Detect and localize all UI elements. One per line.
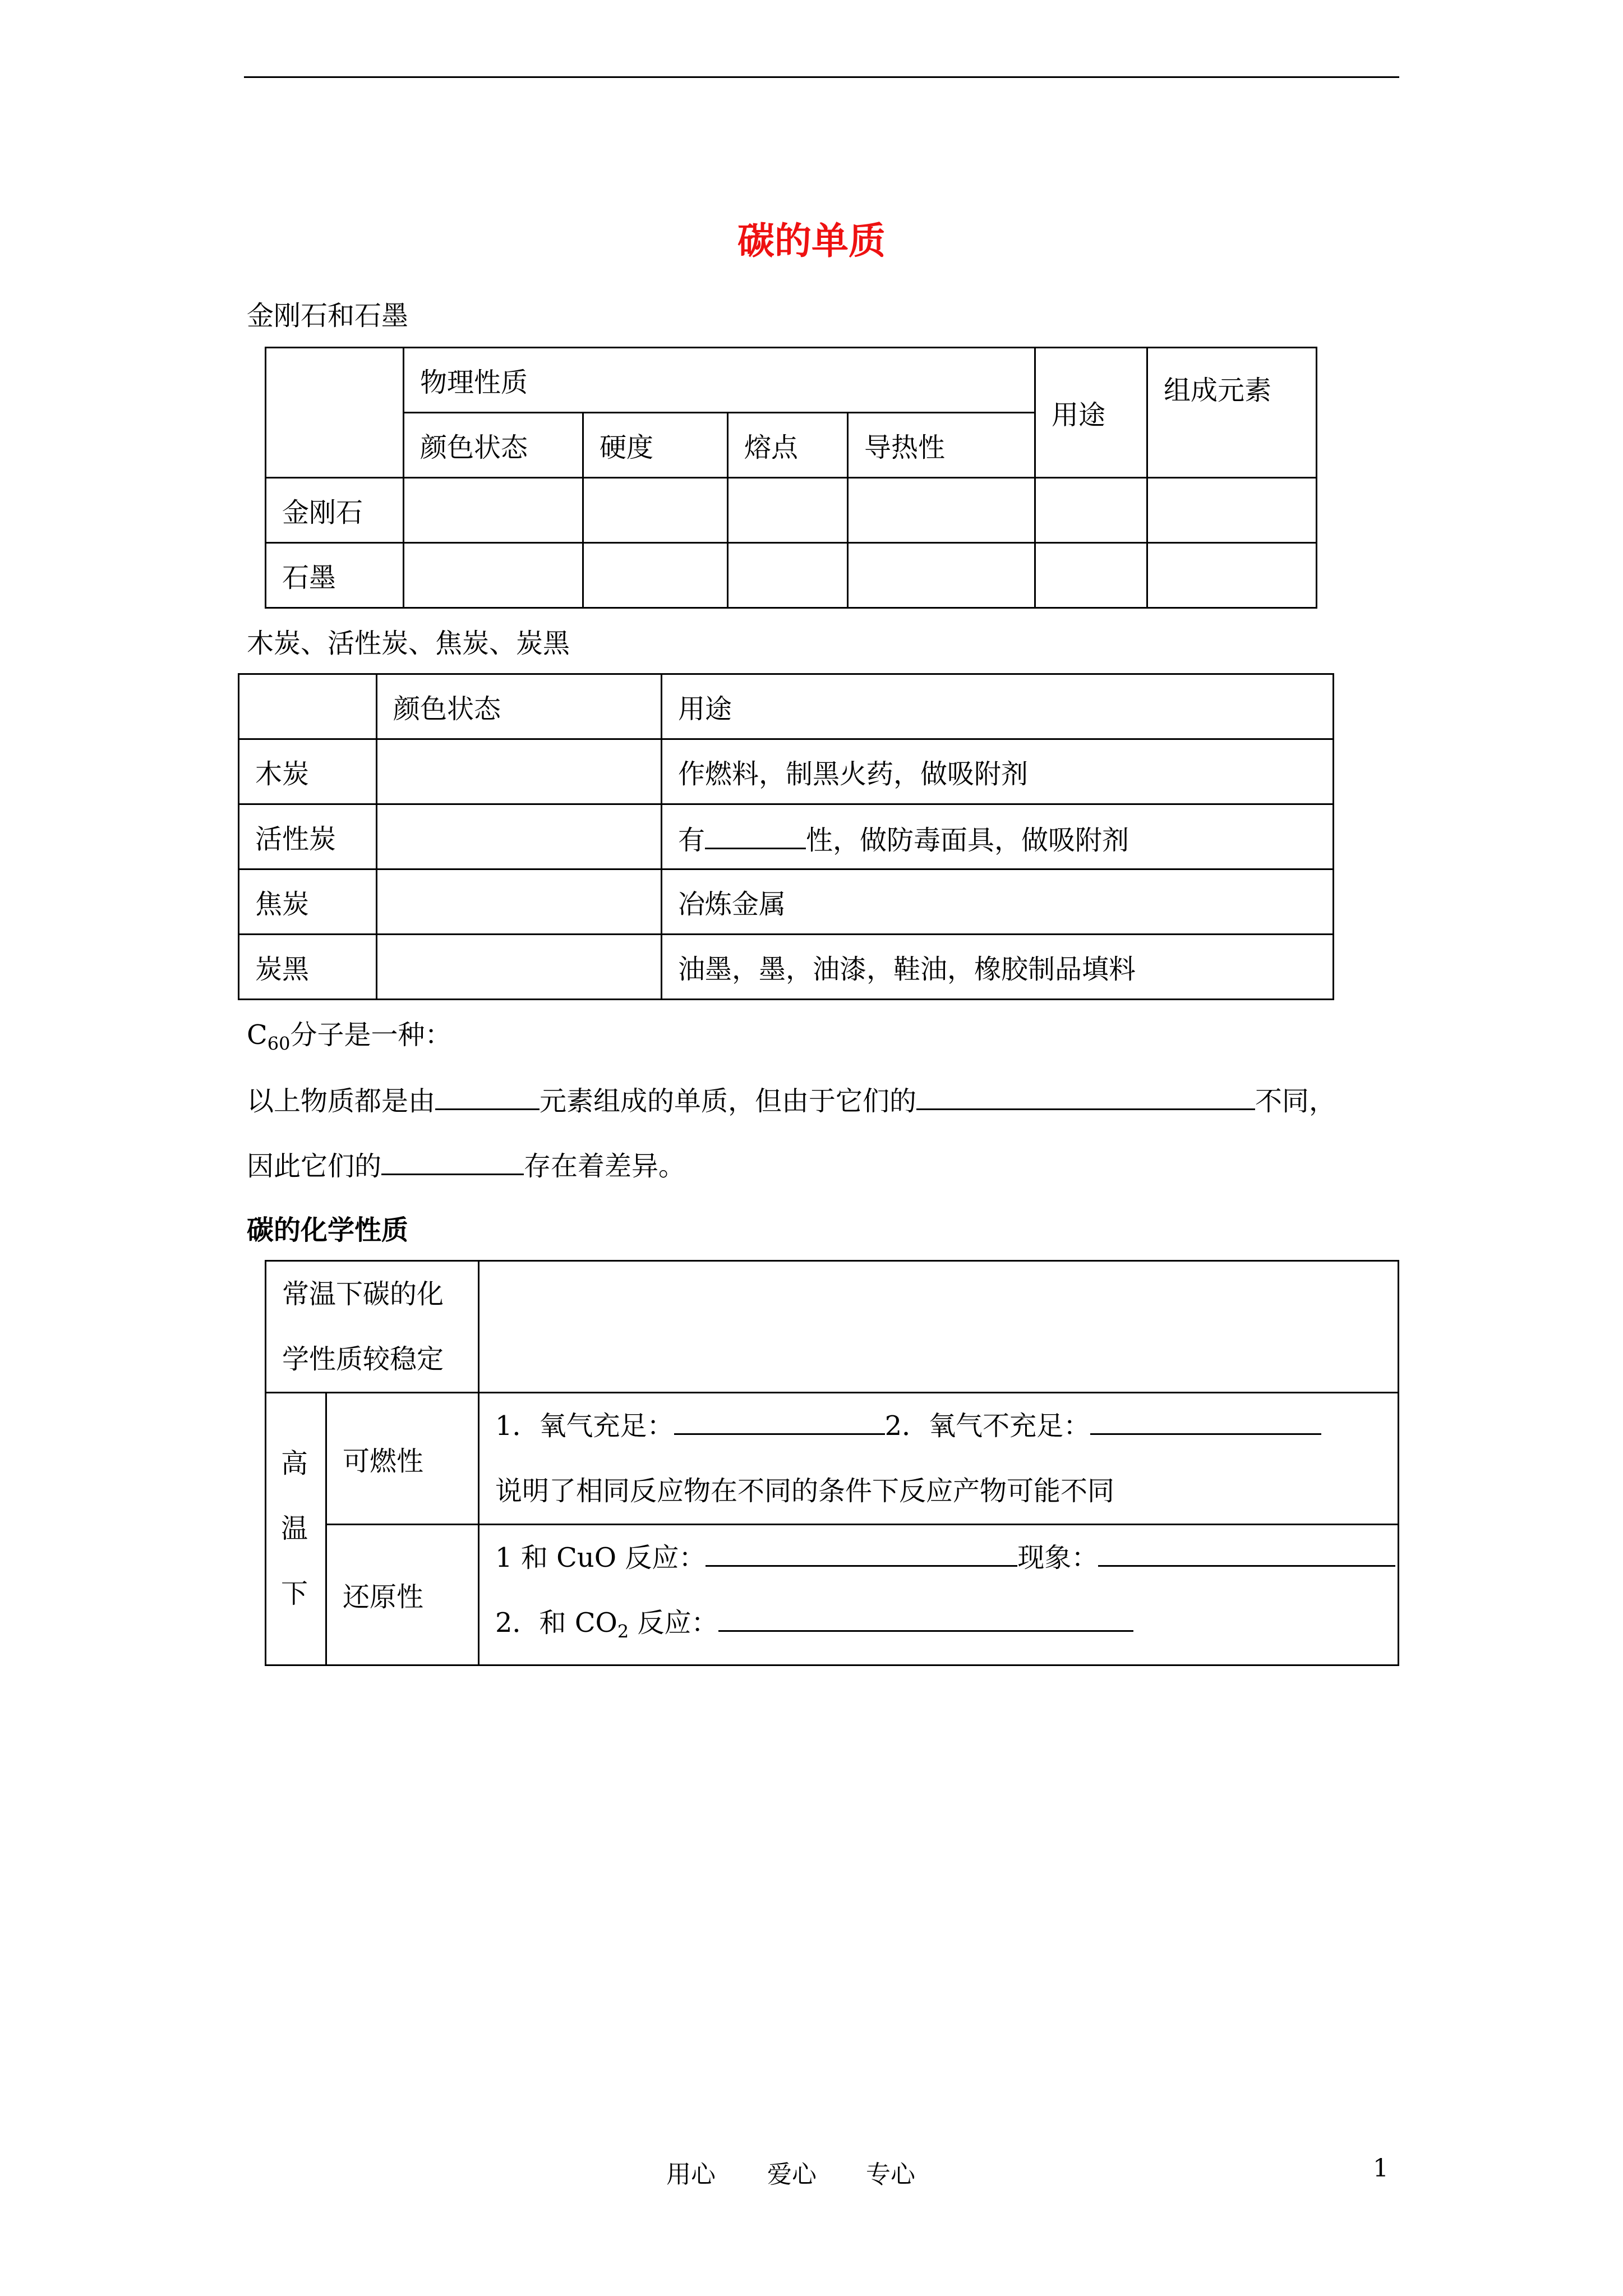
blank-cell: [583, 543, 728, 608]
use-coke: 冶炼金属: [662, 869, 1334, 935]
page-number: 1: [1373, 2154, 1389, 2183]
use-suffix: 性，做防毒面具，做吸附剂: [806, 825, 1129, 856]
footer-text-3: 专心: [866, 2160, 915, 2189]
blank-cell: [377, 804, 662, 869]
reaction-label: 反应：: [629, 1607, 718, 1639]
reaction-with-cuo: 1 和 CuO 反应：: [495, 1542, 706, 1573]
stable-text-line: 常温下碳的化: [282, 1278, 444, 1310]
blank-cell: [404, 478, 583, 543]
footer-text-1: 用心: [666, 2160, 716, 2189]
header-rule: [244, 76, 1399, 78]
combustibility-content: [479, 1393, 1399, 1525]
fill-in-blank[interactable]: [381, 1142, 524, 1175]
use-prefix: 有: [678, 825, 706, 856]
summary-text: 因此它们的: [247, 1151, 382, 1182]
row-label-activated-carbon: 活性炭: [239, 804, 377, 869]
footer-text-2: 爱心: [767, 2160, 817, 2189]
fill-in-blank[interactable]: [1098, 1534, 1395, 1567]
blank-cell: [377, 739, 662, 804]
row-label-coke: 焦炭: [239, 869, 377, 935]
blank-cell: [848, 478, 1035, 543]
header-melting-point: 熔点: [728, 413, 848, 478]
table-row: [266, 543, 1317, 608]
diamond-graphite-table: [265, 347, 1317, 609]
blank-cell: [377, 935, 662, 1000]
summary-line-2: [247, 1142, 685, 1186]
blank-cell: [583, 478, 728, 543]
use-carbon-black: 油墨，墨，油漆，鞋油，橡胶制品填料: [662, 935, 1334, 1000]
vertical-char: 高: [281, 1448, 308, 1480]
header-color-state: 颜色状态: [377, 674, 662, 739]
combustibility-label: 可燃性: [326, 1393, 479, 1525]
header-composition: 组成元素: [1147, 348, 1317, 478]
fill-in-blank[interactable]: [1090, 1402, 1321, 1435]
co2-subscript: 2: [617, 1621, 629, 1642]
c60-text: 分子是一种：: [290, 1019, 452, 1051]
row-label-charcoal: 木炭: [239, 739, 377, 804]
table-row: [266, 1393, 1399, 1525]
section-heading-carbons: 木炭、活性炭、焦炭、炭黑: [247, 628, 570, 659]
header-hardness: 硬度: [583, 413, 728, 478]
header-use: 用途: [662, 674, 1334, 739]
summary-text: 以上物质都是由: [247, 1085, 436, 1117]
table-row: [239, 739, 1334, 804]
blank-cell: [728, 478, 848, 543]
row-label-graphite: 石墨: [266, 543, 404, 608]
reducibility-label: 还原性: [326, 1525, 479, 1665]
vertical-char: 下: [281, 1578, 308, 1610]
header-color-state: 颜色状态: [404, 413, 583, 478]
blank-cell: [404, 543, 583, 608]
section-heading-diamond-graphite: 金刚石和石墨: [247, 300, 409, 332]
combustion-insufficient-oxygen: 2．氧气不充足：: [884, 1410, 1091, 1442]
fill-in-blank[interactable]: [916, 1077, 1255, 1110]
vertical-char: 温: [281, 1513, 308, 1545]
combustion-note: 说明了相同反应物在不同的条件下反应产物可能不同: [495, 1475, 1115, 1507]
fill-in-blank[interactable]: [706, 1534, 1017, 1567]
summary-line-1: [247, 1077, 1336, 1121]
stable-text-line: 学性质较稳定: [282, 1343, 444, 1375]
fill-in-blank[interactable]: [674, 1402, 885, 1435]
fill-in-blank[interactable]: [435, 1077, 540, 1110]
blank-cell: [1035, 478, 1147, 543]
header-use: 用途: [1035, 348, 1147, 478]
header-thermal-conductivity: 导热性: [848, 413, 1035, 478]
table-row: [239, 935, 1334, 1000]
phenomenon-label: 现象：: [1017, 1542, 1099, 1573]
blank-cell: [479, 1261, 1399, 1393]
row-label-carbon-black: 炭黑: [239, 935, 377, 1000]
table-corner-cell: [266, 348, 404, 478]
page-title: 碳的单质: [737, 219, 886, 263]
table-row: [239, 869, 1334, 935]
combustion-sufficient-oxygen: 1．氧气充足：: [495, 1410, 674, 1442]
c60-line: [247, 1015, 451, 1064]
c60-subscript: 60: [267, 1033, 291, 1055]
high-temperature-label: [266, 1393, 326, 1665]
table-corner-cell: [239, 674, 377, 739]
header-physical-properties: 物理性质: [404, 348, 1035, 413]
blank-cell: [1035, 543, 1147, 608]
use-charcoal: 作燃料，制黑火药，做吸附剂: [662, 739, 1334, 804]
chemical-properties-table: [265, 1260, 1399, 1666]
blank-cell: [728, 543, 848, 608]
row-label-diamond: 金刚石: [266, 478, 404, 543]
use-activated-carbon: [662, 804, 1334, 869]
blank-cell: [1147, 478, 1317, 543]
summary-text: 存在着差异。: [524, 1151, 686, 1182]
reaction-with-co2: 2．和 CO: [495, 1607, 617, 1639]
blank-cell: [848, 543, 1035, 608]
blank-cell: [1147, 543, 1317, 608]
table-row: [239, 804, 1334, 869]
fill-in-blank[interactable]: [718, 1599, 1133, 1632]
table-row: [266, 1261, 1399, 1393]
summary-text: 不同，: [1255, 1085, 1336, 1117]
c60-symbol: C: [247, 1019, 268, 1051]
table-row: [266, 1525, 1399, 1665]
fill-in-blank[interactable]: [705, 816, 806, 849]
blank-cell: [377, 869, 662, 935]
table-row: [266, 478, 1317, 543]
stable-at-room-temp-cell: [266, 1261, 479, 1393]
section-heading-chemical-properties: 碳的化学性质: [247, 1214, 409, 1246]
carbon-forms-table: [238, 673, 1334, 1000]
reducibility-content: [479, 1525, 1399, 1665]
summary-text: 元素组成的单质，但由于它们的: [540, 1085, 917, 1117]
